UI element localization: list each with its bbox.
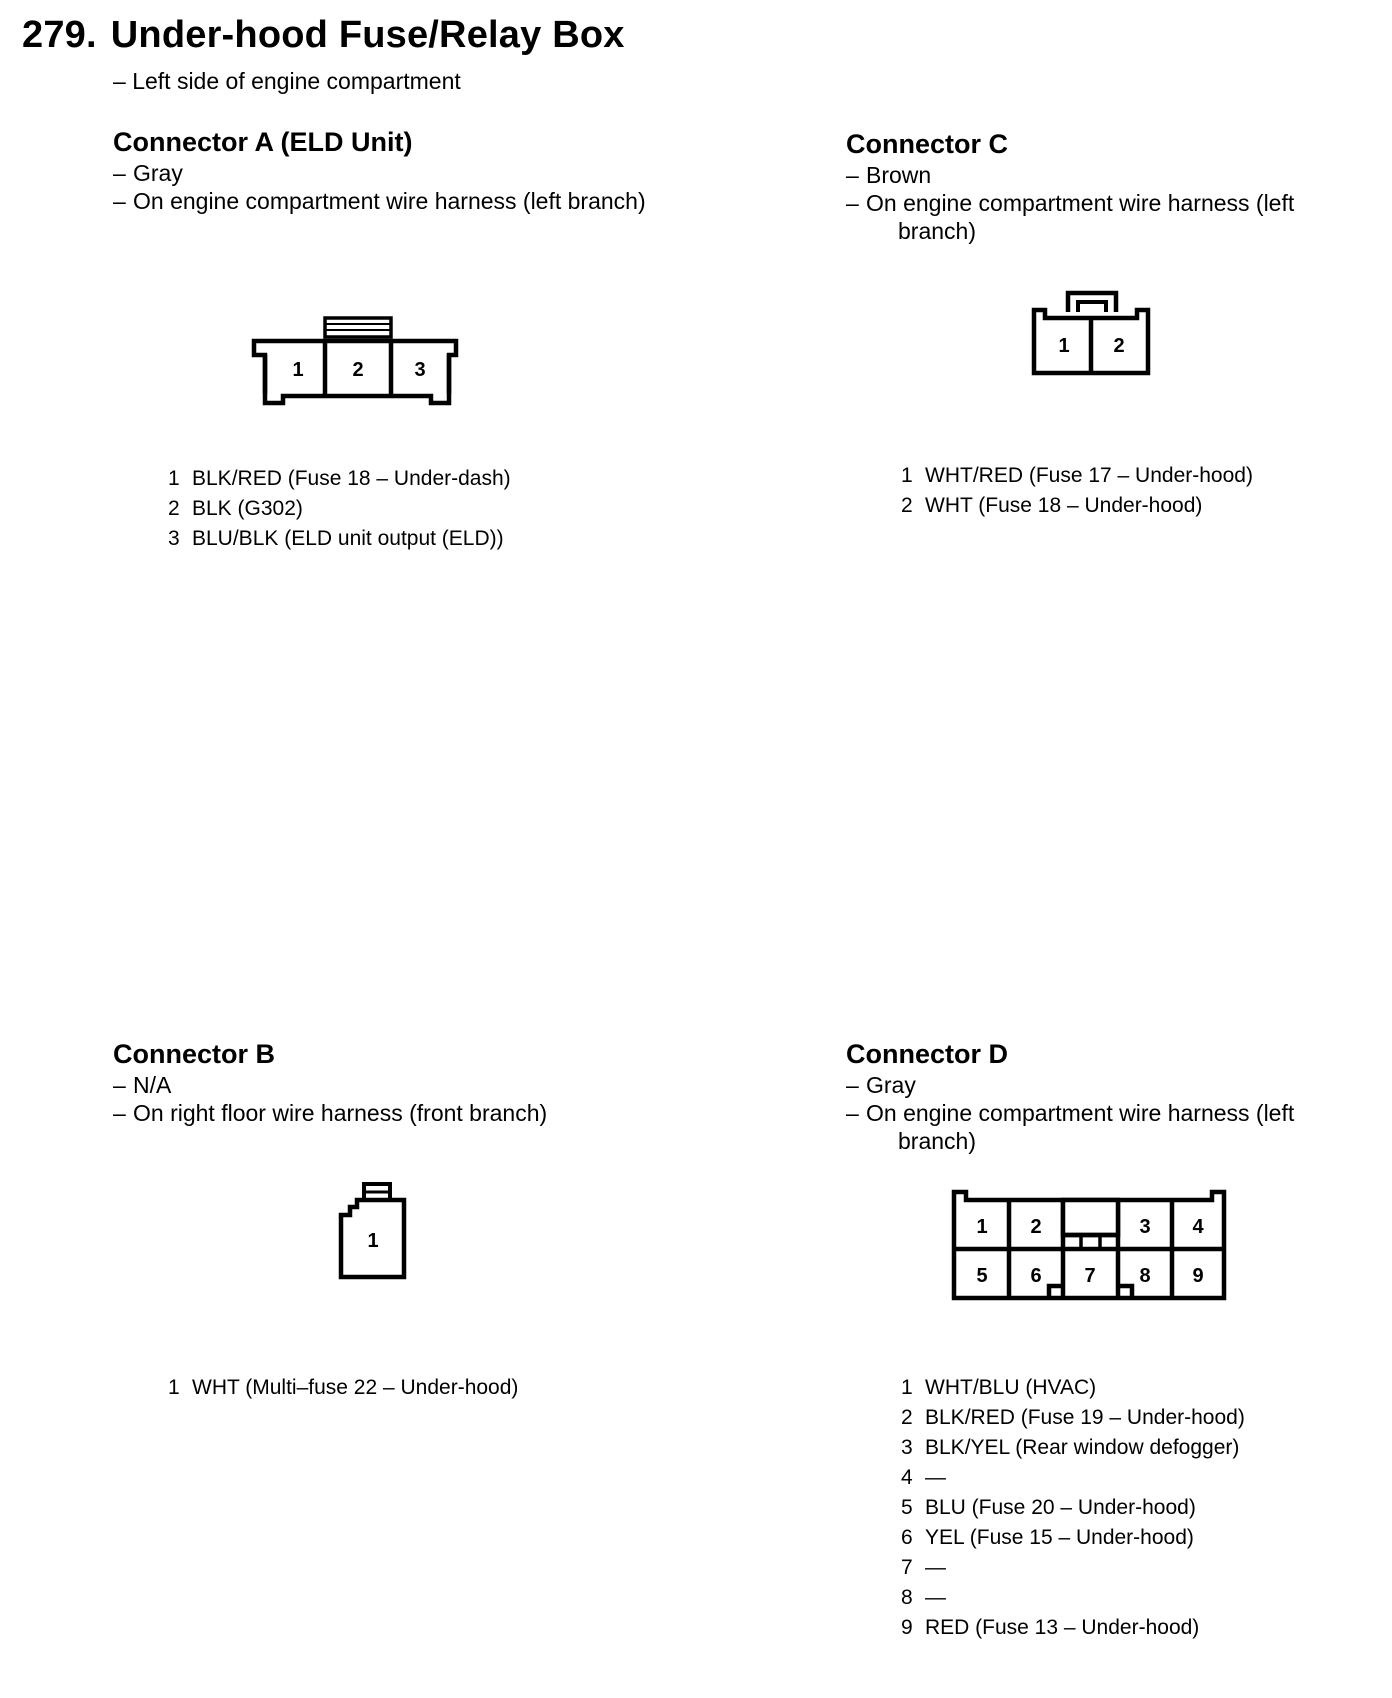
connector-a-pin-label: 3 — [414, 359, 426, 381]
connector-a-tab — [325, 318, 391, 337]
pin-number: 9 — [901, 1616, 913, 1639]
connector-d-section — [846, 1037, 1294, 1155]
dash: – — [846, 162, 859, 188]
connector-d-pin-label: 7 — [1084, 1265, 1096, 1287]
pin-number: 1 — [901, 1376, 913, 1399]
connector-b-harness — [113, 1099, 547, 1127]
pin-description: — — [925, 1556, 946, 1579]
pin-number: 3 — [168, 527, 180, 550]
pin-number: 4 — [901, 1466, 913, 1489]
list-item — [901, 1523, 1245, 1553]
pin-description: BLU (Fuse 20 – Under-hood) — [925, 1496, 1196, 1519]
connector-c-pin-label: 1 — [1058, 335, 1070, 357]
list-item — [168, 1373, 518, 1403]
pin-description: BLU/BLK (ELD unit output (ELD)) — [192, 527, 504, 550]
pin-number: 7 — [901, 1556, 913, 1579]
connector-d-color-text: Gray — [866, 1072, 916, 1098]
connector-c-color-text: Brown — [866, 162, 932, 188]
pin-number: 2 — [168, 497, 180, 520]
connector-b-color-text: N/A — [133, 1072, 172, 1098]
dash: – — [846, 1072, 859, 1098]
list-item — [901, 491, 1253, 521]
pin-number: 1 — [901, 464, 913, 487]
pin-number: 6 — [901, 1526, 913, 1549]
dash: – — [846, 190, 859, 216]
connector-d-pin-list — [901, 1373, 1245, 1643]
pin-number: 2 — [901, 494, 913, 517]
pin-description: YEL (Fuse 15 – Under-hood) — [925, 1526, 1194, 1549]
pin-description: BLK/RED (Fuse 18 – Under-dash) — [192, 467, 511, 490]
location-text: Left side of engine compartment — [132, 68, 461, 94]
connector-b-pin-list — [168, 1373, 518, 1403]
connector-b-title: Connector B — [113, 1039, 275, 1069]
list-item — [901, 1403, 1245, 1433]
pin-description: WHT/RED (Fuse 17 – Under-hood) — [925, 464, 1253, 487]
connector-c-title: Connector C — [846, 129, 1008, 159]
dash: – — [846, 1100, 859, 1126]
pin-description: WHT/BLU (HVAC) — [925, 1376, 1097, 1399]
pin-number: 2 — [901, 1406, 913, 1429]
connector-a-harness-text: On engine compartment wire harness (left branch) — [133, 188, 646, 214]
connector-d-diagram — [948, 1186, 1234, 1304]
list-item — [168, 494, 511, 524]
list-item — [901, 1433, 1245, 1463]
dash: – — [113, 68, 126, 94]
list-item — [901, 1493, 1245, 1523]
pin-description: — — [925, 1586, 946, 1609]
pin-number: 8 — [901, 1586, 913, 1609]
connector-c-harness-cont: branch) — [898, 218, 976, 244]
dash: – — [113, 160, 126, 186]
dash: – — [113, 1072, 126, 1098]
connector-c-pin-list — [901, 461, 1253, 521]
pin-description: BLK/YEL (Rear window defogger) — [925, 1436, 1240, 1459]
connector-a-diagram — [250, 310, 470, 410]
list-item — [168, 464, 511, 494]
pin-description: BLK/RED (Fuse 19 – Under-hood) — [925, 1406, 1245, 1429]
connector-b-harness-text: On right floor wire harness (front branch) — [133, 1100, 548, 1126]
connector-a-pin-label: 1 — [292, 359, 304, 381]
list-item — [901, 1373, 1245, 1403]
page-location — [113, 68, 461, 95]
connector-d-pin-label: 5 — [976, 1265, 988, 1287]
connector-d-center-block — [1063, 1200, 1118, 1235]
connector-a-pin-label: 2 — [352, 359, 364, 381]
list-item — [901, 1463, 1245, 1493]
connector-a-title: Connector A (ELD Unit) — [113, 127, 413, 157]
pin-number: 1 — [168, 1376, 180, 1399]
page-number: 279. — [22, 14, 97, 56]
connector-d-title: Connector D — [846, 1039, 1008, 1069]
connector-b-color — [113, 1071, 547, 1099]
list-item — [901, 1613, 1245, 1643]
pin-number: 1 — [168, 467, 180, 490]
connector-d-pin-label: 9 — [1192, 1265, 1204, 1287]
connector-c-color — [846, 161, 1294, 189]
list-item — [168, 524, 511, 554]
connector-a-section — [113, 125, 646, 215]
pin-number: 5 — [901, 1496, 913, 1519]
connector-d-harness-cont: branch) — [898, 1128, 976, 1154]
connector-a-harness — [113, 187, 646, 215]
connector-d-pin-label: 1 — [976, 1216, 988, 1238]
page-title-text: Under-hood Fuse/Relay Box — [110, 14, 625, 56]
connector-a-pin-list — [168, 464, 511, 554]
connector-d-pin-label: 2 — [1030, 1216, 1042, 1238]
pin-description: WHT (Multi–fuse 22 – Under-hood) — [192, 1376, 519, 1399]
dash: – — [113, 188, 126, 214]
pin-description: RED (Fuse 13 – Under-hood) — [925, 1616, 1200, 1639]
connector-d-harness — [846, 1099, 1294, 1127]
connector-b-section — [113, 1037, 547, 1127]
connector-d-pin-label: 6 — [1030, 1265, 1042, 1287]
list-item — [901, 461, 1253, 491]
connector-d-pin-label: 4 — [1192, 1216, 1204, 1238]
connector-c-pin-label: 2 — [1113, 335, 1125, 357]
connector-d-harness-text: On engine compartment wire harness (left — [866, 1100, 1295, 1126]
connector-c-harness — [846, 189, 1294, 217]
pin-number: 3 — [901, 1436, 913, 1459]
pin-description: WHT (Fuse 18 – Under-hood) — [925, 494, 1203, 517]
list-item — [901, 1553, 1245, 1583]
connector-c-diagram — [1028, 288, 1158, 378]
connector-d-color — [846, 1071, 1294, 1099]
connector-a-color — [113, 159, 646, 187]
pin-description: BLK (G302) — [192, 497, 303, 520]
connector-b-diagram — [336, 1178, 416, 1288]
pin-description: — — [925, 1466, 946, 1489]
connector-a-color-text: Gray — [133, 160, 183, 186]
connector-b-pin-label: 1 — [367, 1230, 379, 1252]
dash: – — [113, 1100, 126, 1126]
connector-d-pin-label: 3 — [1139, 1216, 1151, 1238]
list-item — [901, 1583, 1245, 1613]
connector-c-latch-inner — [1078, 302, 1106, 312]
connector-c-harness-text: On engine compartment wire harness (left — [866, 190, 1295, 216]
page-title — [22, 14, 625, 57]
connector-d-pin-label: 8 — [1139, 1265, 1151, 1287]
connector-c-section — [846, 127, 1294, 245]
